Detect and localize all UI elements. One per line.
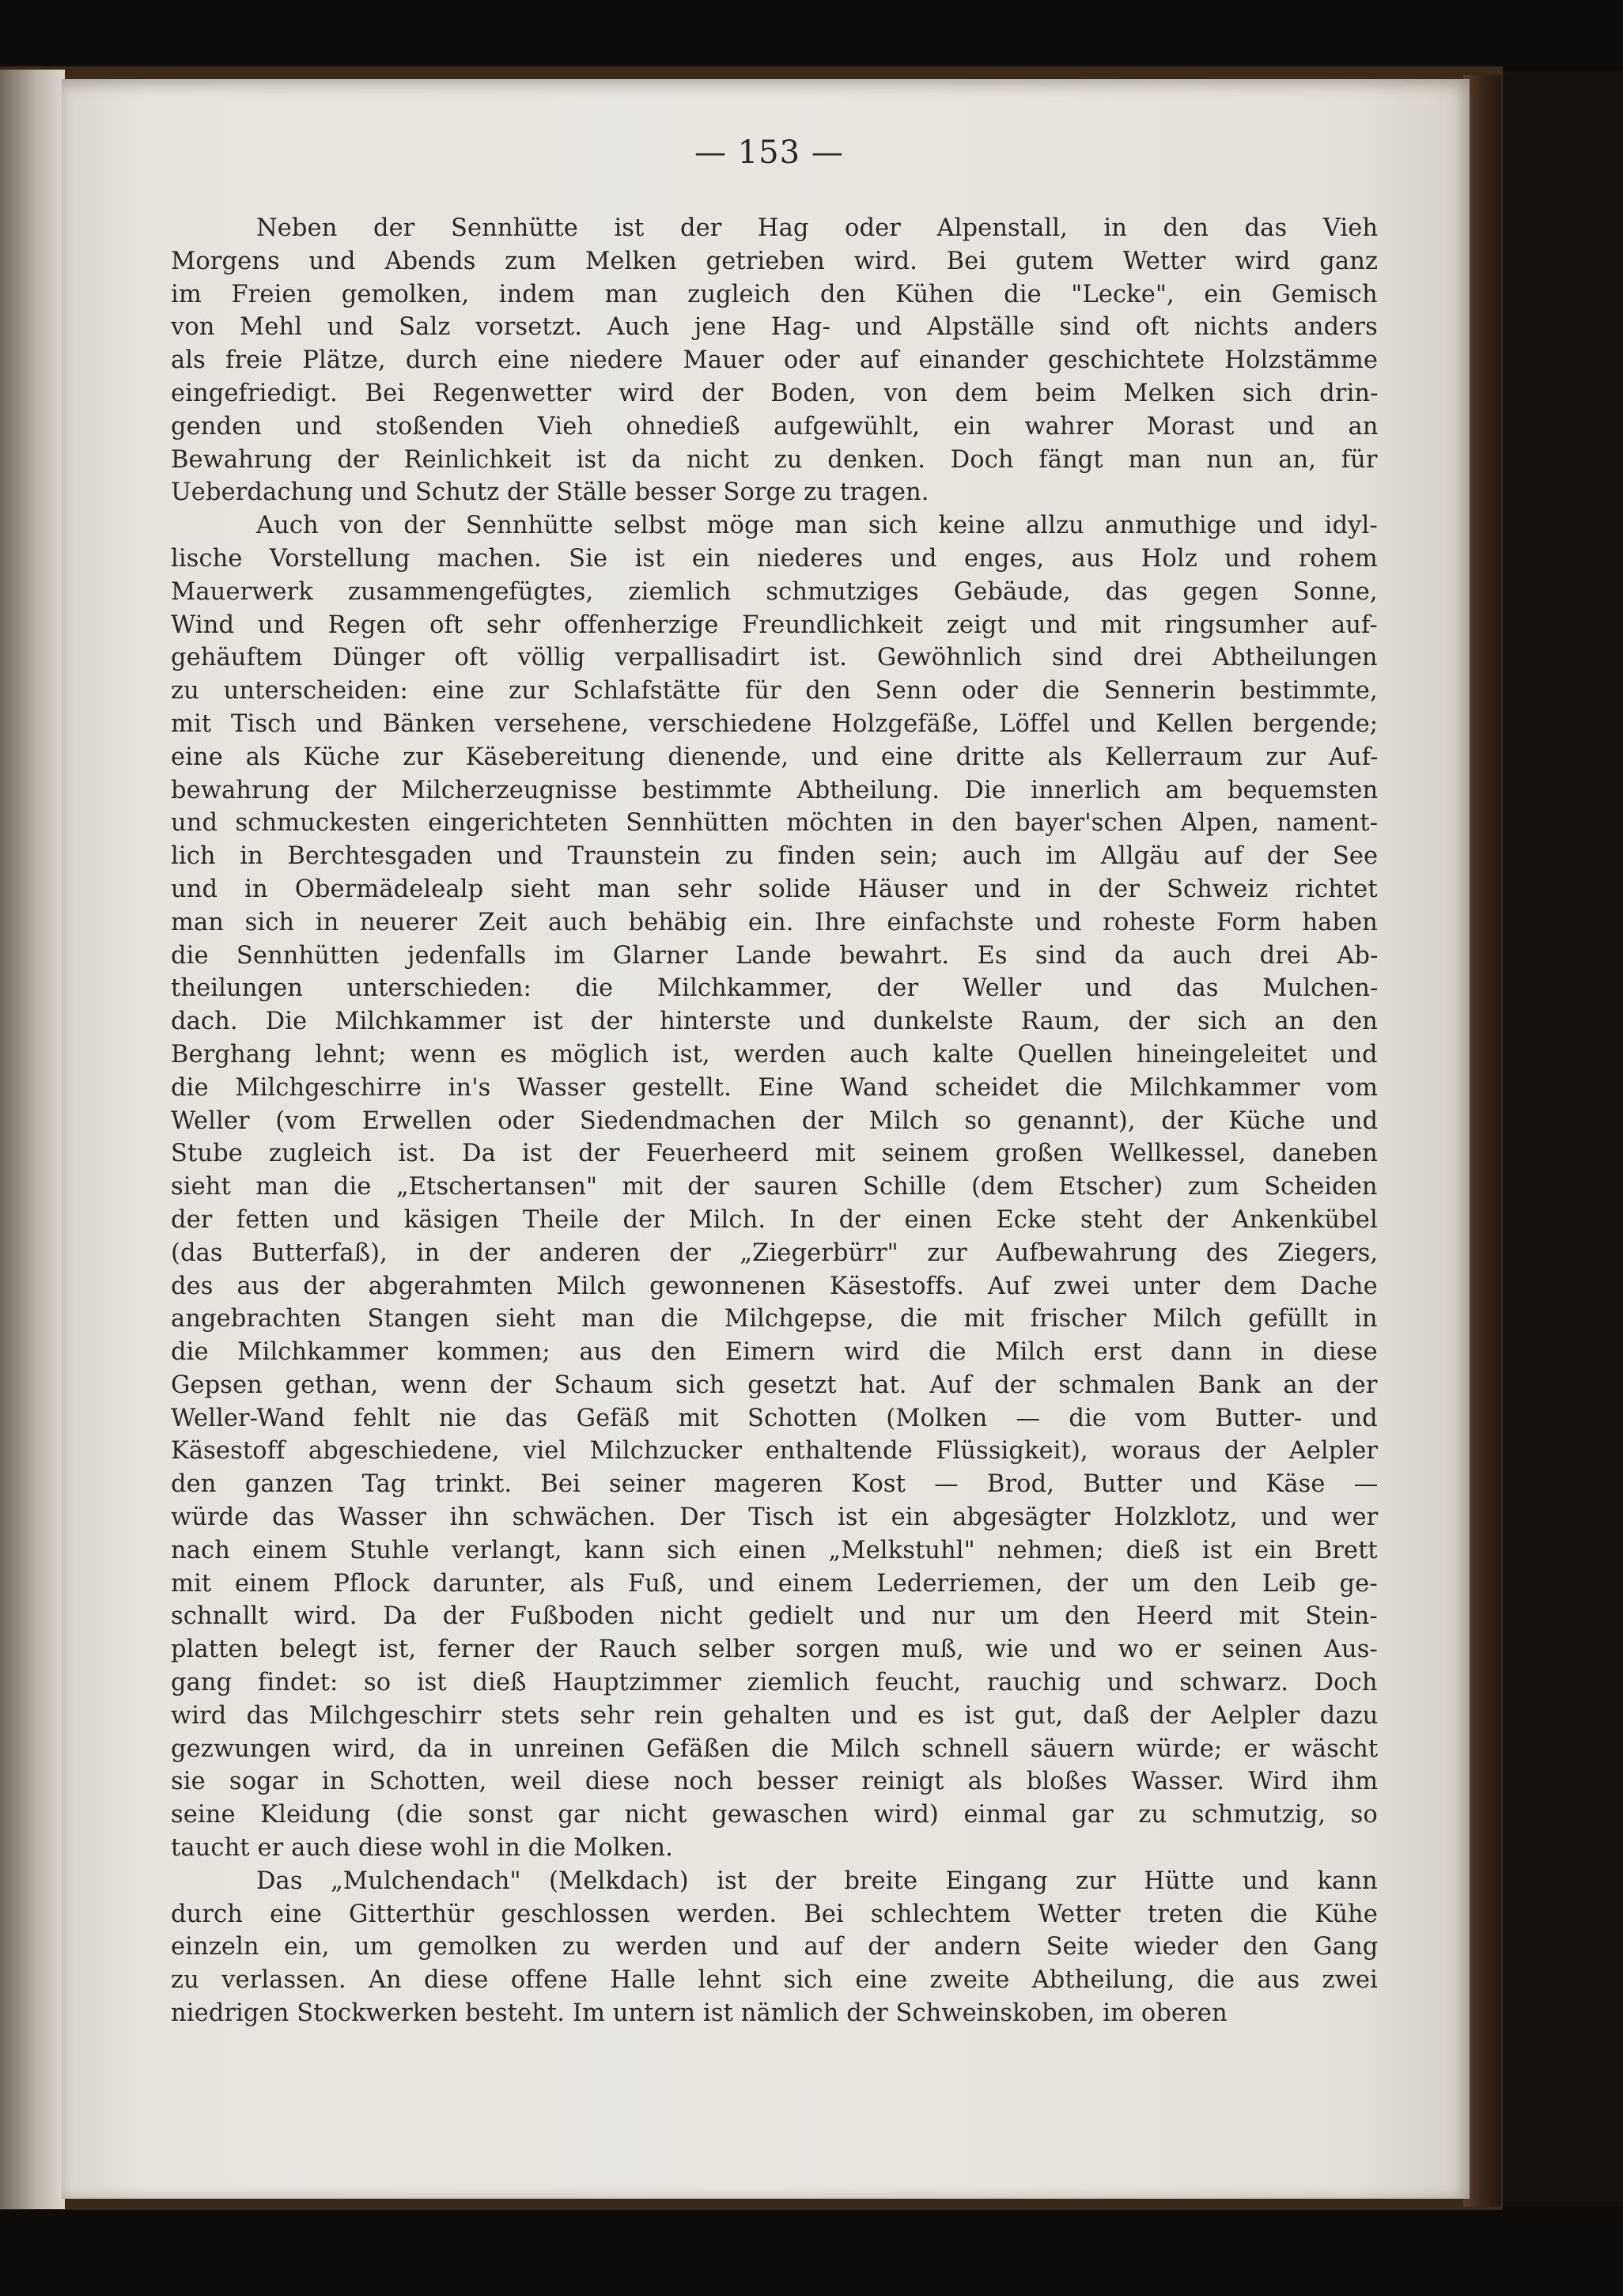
text-line: seine Kleidung (die sonst gar nicht gewaschen wird) einmal gar zu schmutzig, so (171, 1801, 1378, 1829)
text-line: Weller (vom Erwellen oder Siedendmachen der Milch so genannt), der Küche und (171, 1106, 1379, 1135)
text-line: wird das Milchgeschirr stets sehr rein gehalten und es ist gut, daß der Aelpler dazu (171, 1701, 1379, 1730)
text-line: die Milchkammer kommen; aus den Eimern wird die Milch erst dann in diese (171, 1338, 1378, 1367)
text-line: durch eine Gitterthür geschlossen werden. Bei schlechtem Wetter treten die Kühe (171, 1900, 1378, 1928)
body-text (171, 212, 1378, 2030)
text-line: theilungen unterschieden: die Milchkammer, der Weller und das Mulchen- (171, 974, 1379, 1003)
text-line: des aus der abgerahmten Milch gewonnenen Käsestoffs. Auf zwei unter dem Dache (171, 1272, 1378, 1300)
text-line: niedrigen Stockwerken besteht. Im untern ist nämlich der Schweinskoben, im oberen (171, 1999, 1228, 2028)
text-line: der fetten und käsigen Theile der Milch. In der einen Ecke steht der Ankenkübel (171, 1205, 1378, 1234)
text-line: angebrachten Stangen sieht man die Milchgepse, die mit frischer Milch gefüllt in (171, 1305, 1378, 1333)
text-line: Das „Mulchendach" (Melkdach) ist der breite Eingang zur Hütte und kann (256, 1867, 1378, 1895)
text-line: taucht er auch diese wohl in die Molken. (171, 1834, 673, 1863)
text-line: würde das Wasser ihn schwächen. Der Tisch ist ein abgesägter Holzklotz, und wer (171, 1504, 1379, 1532)
text-line: gehäuftem Dünger oft völlig verpallisadirt ist. Gewöhnlich sind drei Abtheilungen (171, 644, 1378, 672)
book-page (62, 79, 1470, 2199)
text-line: platten belegt ist, ferner der Rauch selber sorgen muß, wie und wo er seinen Aus- (171, 1636, 1378, 1664)
text-line: Auch von der Sennhütte selbst möge man sich keine allzu anmuthige und idyl- (256, 512, 1378, 540)
text-line: und in Obermädelealp sieht man sehr solide Häuser und in der Schweiz richtet (171, 875, 1378, 903)
text-line: von Mehl und Salz vorsetzt. Auch jene Hag- und Alpställe sind oft nichts anders (171, 313, 1378, 342)
text-line: Gepsen gethan, wenn der Schaum sich gesetzt hat. Auf der schmalen Bank an der (171, 1371, 1378, 1399)
text-line: gang findet: so ist dieß Hauptzimmer ziemlich feucht, rauchig und schwarz. Doch (171, 1669, 1378, 1697)
text-line: einzeln ein, um gemolken zu werden und auf der andern Seite wieder den Gang (171, 1933, 1379, 1961)
text-line: als freie Plätze, durch eine niedere Mauer oder auf einander geschichtete Holzstämme (171, 346, 1379, 375)
spine-gutter (0, 70, 65, 2209)
text-line: den ganzen Tag trinkt. Bei seiner mageren Kost — Brod, Butter und Käse — (171, 1470, 1379, 1499)
text-line: die Milchgeschirre in's Wasser gestellt. Eine Wand scheidet die Milchkammer vom (171, 1073, 1379, 1102)
text-line: die Sennhütten jedenfalls im Glarner Lande bewahrt. Es sind da auch drei Ab- (171, 941, 1379, 970)
text-line: man sich in neuerer Zeit auch behäbig ein. Ihre einfachste und roheste Form haben (171, 908, 1378, 936)
text-line: Mauerwerk zusammengefügtes, ziemlich schmutziges Gebäude, das gegen Sonne, (171, 577, 1378, 606)
background-bottom (0, 2207, 1623, 2296)
text-line: sieht man die „Etschertansen" mit der sauren Schille (dem Etscher) zum Scheiden (171, 1173, 1378, 1201)
text-line: Stube zugleich ist. Da ist der Feuerheerd mit seinem großen Wellkessel, daneben (171, 1140, 1378, 1168)
text-line: Käsestoff abgeschiedene, viel Milchzucker enthaltende Flüssigkeit), woraus der Aelpler (171, 1437, 1379, 1466)
background-top (0, 0, 1623, 71)
text-line: sie sogar in Schotten, weil diese noch besser reinigt als bloßes Wasser. Wird ihm (171, 1768, 1379, 1796)
text-line: eingefriedigt. Bei Regenwetter wird der Boden, von dem beim Melken sich drin- (171, 379, 1379, 407)
text-line: (das Butterfaß), in der anderen der „Ziegerbürr" zur Aufbewahrung des Ziegers, (171, 1239, 1379, 1267)
text-line: und schmuckesten eingerichteten Sennhütten möchten in den bayer'schen Alpen, nament- (171, 809, 1378, 838)
text-line: gezwungen wird, da in unreinen Gefäßen die Milch schnell säuern würde; er wäscht (171, 1734, 1379, 1763)
text-line: mit einem Pflock darunter, als Fuß, und einem Lederriemen, der um den Leib ge- (171, 1569, 1378, 1598)
text-line: Berghang lehnt; wenn es möglich ist, werden auch kalte Quellen hineingeleitet und (171, 1040, 1378, 1069)
text-line: Neben der Sennhütte ist der Hag oder Alpenstall, in den das Vieh (256, 214, 1379, 242)
text-line: bewahrung der Milcherzeugnisse bestimmte Abtheilung. Die innerlich am bequemsten (171, 776, 1379, 804)
text-line: Ueberdachung und Schutz der Ställe besser Sorge zu tragen. (171, 478, 929, 507)
text-line: Wind und Regen oft sehr offenherzige Freundlichkeit zeigt und mit ringsumher auf- (171, 611, 1378, 639)
text-line: eine als Küche zur Käsebereitung dienende, und eine dritte als Kellerraum zur Auf- (171, 743, 1379, 771)
text-line: zu unterscheiden: eine zur Schlafstätte für den Senn oder die Sennerin bestimmte, (171, 677, 1378, 705)
text-line: im Freien gemolken, indem man zugleich den Kühen die "Lecke", ein Gemisch (171, 280, 1378, 308)
text-line: Bewahrung der Reinlichkeit ist da nicht zu denken. Doch fängt man nun an, für (171, 445, 1378, 474)
text-line: dach. Die Milchkammer ist der hinterste und dunkelste Raum, der sich an den (171, 1008, 1378, 1036)
text-line: Weller-Wand fehlt nie das Gefäß mit Schotten (Molken — die vom Butter- und (171, 1404, 1378, 1432)
text-line: Morgens und Abends zum Melken getrieben wird. Bei gutem Wetter wird ganz (171, 247, 1379, 275)
text-line: zu verlassen. An diese offene Halle lehnt sich eine zweite Abtheilung, die aus zwei (171, 1966, 1378, 1995)
text-line: nach einem Stuhle verlangt, kann sich einen „Melkstuhl" nehmen; dieß ist ein Brett (171, 1536, 1378, 1564)
page-number: — 153 — (694, 134, 844, 171)
text-line: mit Tisch und Bänken versehene, verschiedene Holzgefäße, Löffel und Kellen bergende; (171, 709, 1379, 738)
text-line: schnallt wird. Da der Fußboden nicht gedielt und nur um den Heerd mit Stein- (171, 1602, 1378, 1631)
text-line: lich in Berchtesgaden und Traunstein zu finden sein; auch im Allgäu auf der See (171, 842, 1379, 871)
text-line: genden und stoßenden Vieh ohnedieß aufgewühlt, ein wahrer Morast und an (171, 412, 1379, 441)
text-line: lische Vorstellung machen. Sie ist ein niederes und enges, aus Holz und rohem (171, 544, 1378, 573)
